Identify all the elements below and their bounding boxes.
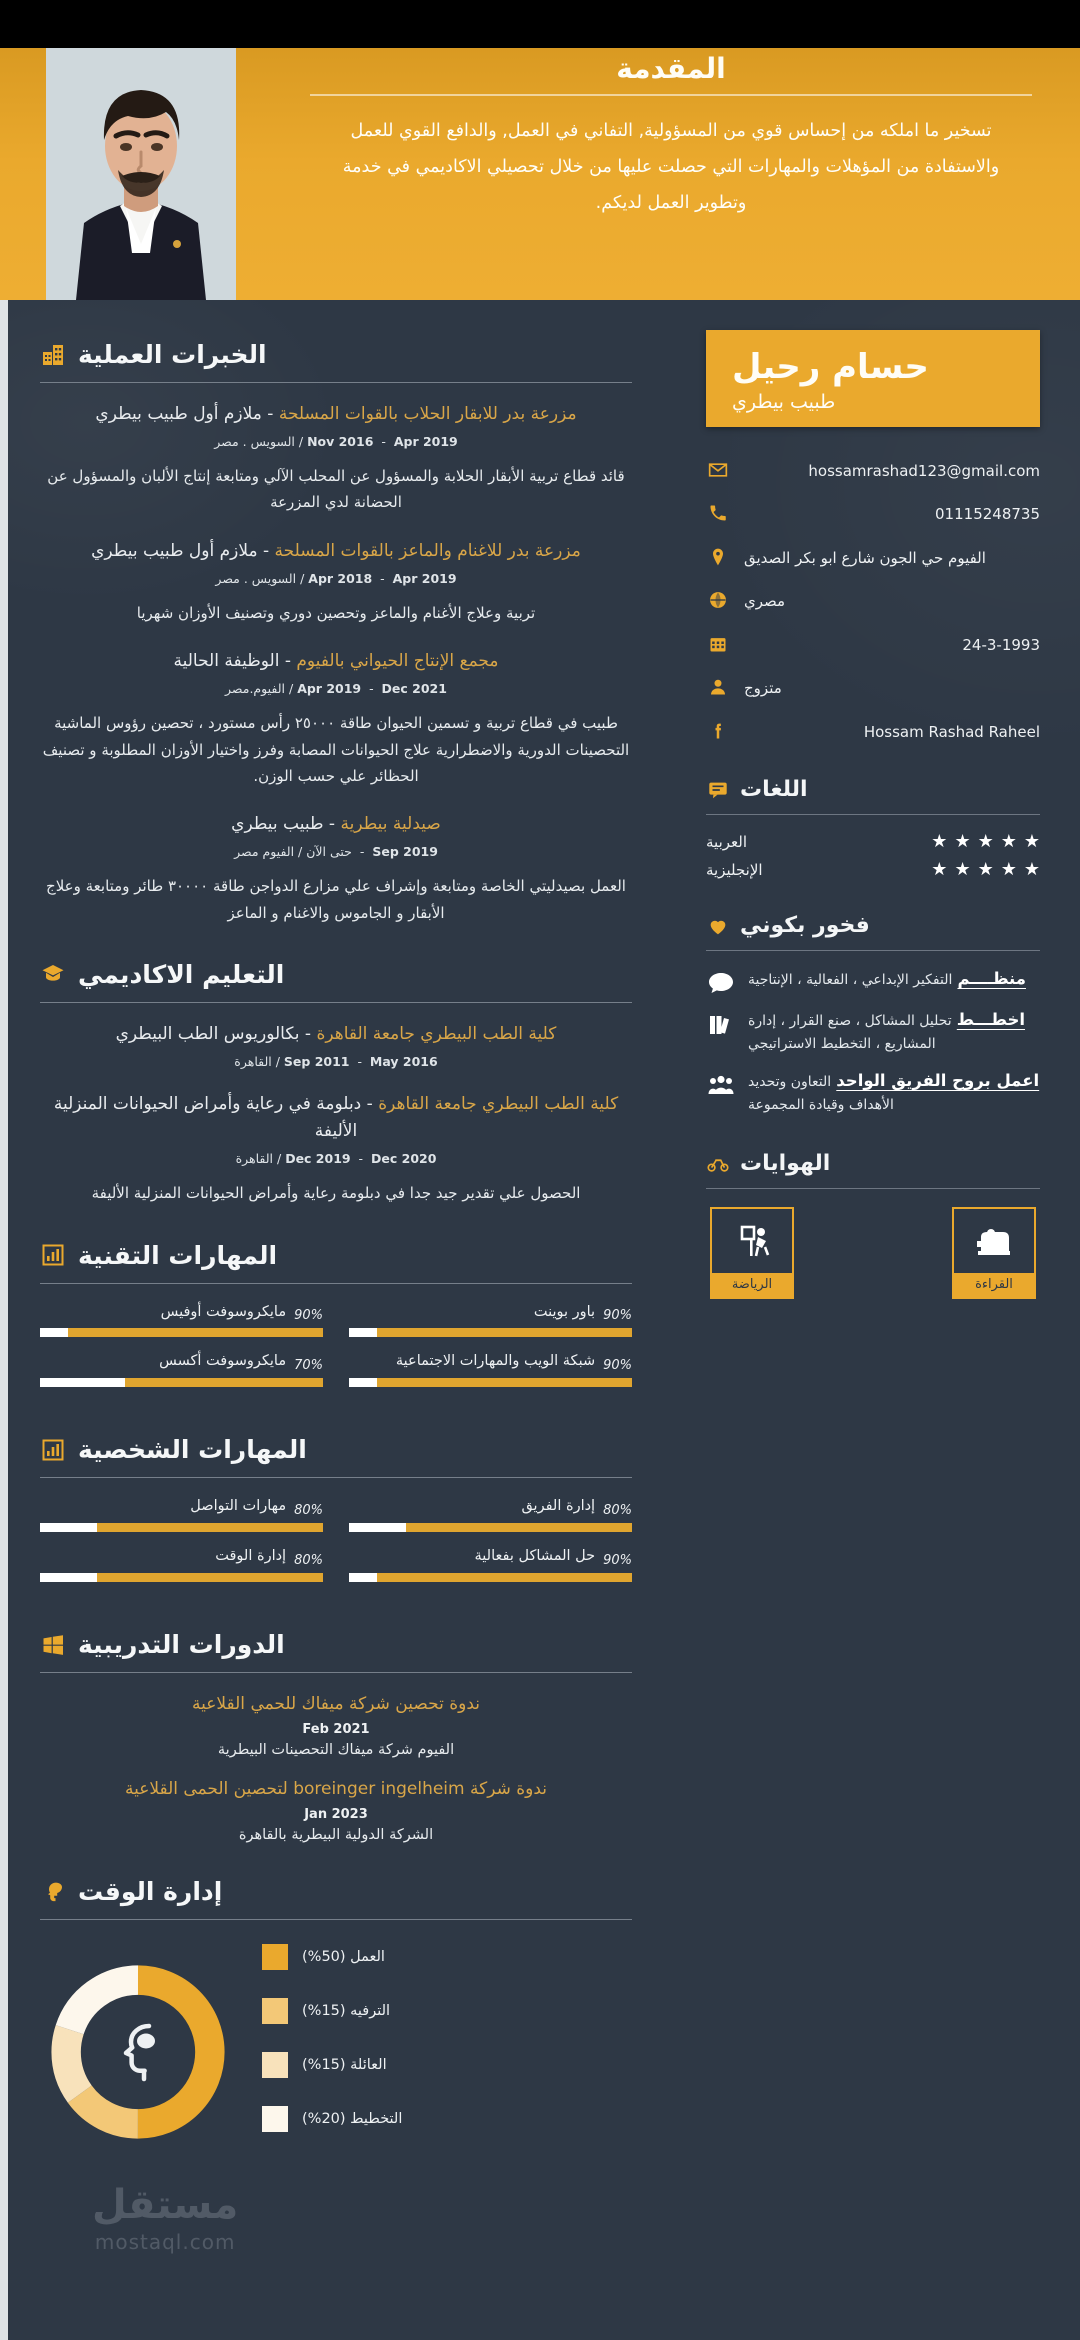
contact-birthdate-value: 24-3-1993 xyxy=(962,635,1040,654)
skill-top xyxy=(349,1351,632,1373)
intro-text: تسخير ما املكه من إحساس قوي من المسؤولية, التفاني في العمل, والدافع القوي للعمل والاستفادة من المؤهلات والمهارات التي حصلت عليها من خلال تحصيلي الاكاديمي في خدمة وتطوير العمل لديكم. xyxy=(342,121,1000,213)
contact-facebook[interactable] xyxy=(706,720,1040,744)
skill-name: إدارة الفريق xyxy=(521,1498,596,1515)
proud-item xyxy=(706,1071,1040,1116)
star-icon: ★ xyxy=(954,831,971,852)
experience-desc: العمل بصيدليتي الخاصة ومتابعة وإشراف علي مزارع الدواجن طاقة ٣٠٠٠٠ طائر ومتابعة وعلاج الأبقار و الجاموس والاغنام و الماعز xyxy=(46,877,626,922)
skill-top xyxy=(40,1302,323,1324)
person-icon xyxy=(706,676,730,698)
proud-item-desc: التعاون وتحديد الأهداف وقيادة المجموعة xyxy=(748,1074,894,1114)
proud-item xyxy=(706,1010,1040,1055)
experience-headline xyxy=(40,811,632,838)
chart-icon xyxy=(40,1437,66,1463)
brain-icon xyxy=(40,1879,66,1905)
course-date: Feb 2021 xyxy=(302,1721,370,1737)
experience-separator: - xyxy=(323,814,336,835)
proud-body xyxy=(748,1071,1040,1116)
skill-bar xyxy=(349,1328,632,1337)
education-date-to: Dec 2020 xyxy=(371,1151,437,1167)
skill-percent: 90% xyxy=(294,1308,323,1324)
legend-label: العمل (50%) xyxy=(302,1949,385,1966)
chart-icon xyxy=(40,1242,66,1268)
bicycle-icon xyxy=(706,1151,730,1175)
contact-email[interactable] xyxy=(706,459,1040,483)
date-separator: - xyxy=(377,434,394,450)
skill-top xyxy=(349,1546,632,1568)
experience-date-to: Apr 2019 xyxy=(392,570,457,586)
experience-desc: طبيب في قطاع تربية و تسمين الحيوان طاقة ٢٥٠٠٠ رأس مستورد ، تحصين رؤوس الماشية التحصينات الدورية والاضطرارية علاج الحيوانات المصابة وفرز واختيار الأوزان المطلوبة و تصنيف الحظائر علي حسب الوزن. xyxy=(42,714,630,785)
hobbies-header xyxy=(706,1151,1040,1176)
experience-role: الوظيفة الحالية xyxy=(173,651,280,672)
windows-icon xyxy=(40,1631,66,1657)
personal-skills-right-col xyxy=(40,1496,323,1596)
hobby-sports[interactable] xyxy=(710,1207,794,1299)
intro-title: المقدمة xyxy=(616,52,726,82)
experience-location: الفيوم مصر xyxy=(234,844,295,860)
course-item xyxy=(40,1691,632,1758)
technical-skills-left-col xyxy=(349,1302,632,1402)
languages-divider xyxy=(706,814,1040,815)
languages-header xyxy=(706,777,1040,802)
profile-name: حسام رحيل xyxy=(732,347,929,387)
chat-icon xyxy=(706,778,730,802)
globe-icon xyxy=(706,589,730,611)
experience-headline xyxy=(40,648,632,675)
education-header xyxy=(40,960,632,989)
star-icon: ★ xyxy=(1023,831,1040,852)
proud-item-title: اعمل بروح الفريق الواحد xyxy=(836,1071,1040,1091)
skill-bar xyxy=(349,1378,632,1387)
skill-item xyxy=(349,1496,632,1532)
education-title: التعليم الاكاديمي xyxy=(78,959,285,989)
books-icon xyxy=(706,1010,736,1055)
experience-date-to: حتى الآن xyxy=(306,844,352,860)
date-separator: - xyxy=(353,1053,370,1069)
proud-item-title: منظــــم xyxy=(957,969,1026,988)
experience-meta xyxy=(40,844,632,859)
meta-separator: / xyxy=(294,844,303,860)
time-management-title: إدارة الوقت xyxy=(78,1877,223,1907)
skill-bar xyxy=(40,1328,323,1337)
hobbies-section xyxy=(706,1151,1040,1299)
course-title: ندوة تحصين شركة ميفاك للحمي القلاعية xyxy=(192,1693,480,1714)
course-date: Jan 2023 xyxy=(304,1807,368,1823)
languages-section xyxy=(706,777,1040,879)
date-separator: - xyxy=(376,570,393,586)
experience-location: السويس . مصر xyxy=(214,434,295,450)
experience-date-from: Sep 2019 xyxy=(372,844,438,860)
meta-separator: / xyxy=(273,1151,282,1167)
education-separator: - xyxy=(299,1023,312,1044)
sidebar xyxy=(680,300,1080,1299)
legend-item-family xyxy=(262,2052,624,2078)
courses-header xyxy=(40,1630,632,1659)
skill-item xyxy=(40,1302,323,1338)
contact-address-value: الفيوم حي الجون شارع ابو بكر الصديق xyxy=(744,548,986,567)
language-name: الإنجليزية xyxy=(706,861,763,879)
education-headline xyxy=(40,1091,632,1145)
profile-job-title: طبيب بيطري xyxy=(732,390,836,413)
skill-top xyxy=(40,1351,323,1373)
skill-bar xyxy=(40,1523,323,1532)
education-location: القاهرة xyxy=(235,1151,274,1167)
skill-name: مايكروسوفت أوفيس xyxy=(160,1303,287,1320)
skill-bar xyxy=(349,1523,632,1532)
experience-role: طبيب بيطري xyxy=(231,814,324,835)
hobbies-grid xyxy=(706,1207,1040,1299)
skill-bar xyxy=(40,1573,323,1582)
education-date-from: Sep 2011 xyxy=(283,1053,350,1069)
star-icon: ★ xyxy=(931,831,948,852)
star-icon: ★ xyxy=(1000,859,1017,880)
legend-item-work xyxy=(262,1944,624,1970)
experience-org: مجمع الإنتاج الحيواني بالفيوم xyxy=(296,651,499,672)
star-icon: ★ xyxy=(977,831,994,852)
experience-headline xyxy=(40,538,632,565)
skill-name: إدارة الوقت xyxy=(215,1547,287,1564)
star-icon: ★ xyxy=(977,859,994,880)
skill-bar xyxy=(40,1378,323,1387)
personal-skills-header xyxy=(40,1435,632,1464)
experience-date-from: Apr 2019 xyxy=(297,681,362,697)
course-org: الشركة الدولية البيطرية بالقاهرة xyxy=(238,1827,434,1844)
experience-location: السويس . مصر xyxy=(215,570,297,586)
skill-name: حل المشاكل بفعالية xyxy=(474,1547,596,1564)
education-role: بكالوريوس الطب البيطري xyxy=(115,1023,300,1044)
proud-header xyxy=(706,913,1040,938)
experience-meta xyxy=(40,434,632,449)
watermark-latin: mostaql.com xyxy=(94,2230,236,2254)
email-icon xyxy=(706,459,730,481)
date-separator: - xyxy=(354,1151,372,1167)
experience-role: ملازم أول طبيب بيطري xyxy=(91,540,258,561)
intro-divider xyxy=(310,94,1032,96)
education-date-from: Dec 2019 xyxy=(285,1151,351,1167)
languages-title: اللغات xyxy=(740,777,808,802)
experience-org: مزرعة بدر للابقار الحلاب بالقوات المسلحة xyxy=(278,404,577,424)
education-separator: - xyxy=(361,1093,373,1114)
legend-item-leisure xyxy=(262,1998,624,2024)
proud-item-desc: تحليل المشاكل ، صنع القرار ، إدارة المشاريع ، التخطيط الاستراتيجي xyxy=(748,1013,952,1052)
experience-item xyxy=(40,648,632,789)
contact-email-value: hossamrashad123@gmail.com xyxy=(808,461,1040,480)
courses-title: الدورات التدريبية xyxy=(78,1629,285,1659)
language-name: العربية xyxy=(706,833,747,851)
experience-header xyxy=(40,340,632,369)
language-item xyxy=(706,861,1040,879)
watermark-arabic: مستقل xyxy=(92,2182,239,2228)
donut-chart xyxy=(40,1954,236,2150)
date-separator: - xyxy=(351,844,369,860)
skill-percent: 70% xyxy=(294,1358,323,1374)
star-icon: ★ xyxy=(931,859,948,880)
course-org: الفيوم شركة ميفاك التحصينات البيطرية xyxy=(217,1741,455,1758)
experience-separator: - xyxy=(257,540,270,561)
language-rating xyxy=(931,861,1040,879)
skill-bar xyxy=(349,1573,632,1582)
personal-skills-left-col xyxy=(349,1496,632,1596)
proud-item-desc: التفكير الإبداعي ، الفعالية ، الإنتاجية xyxy=(748,972,953,988)
star-icon: ★ xyxy=(1000,831,1017,852)
date-separator: - xyxy=(365,681,382,697)
experience-date-to: Dec 2021 xyxy=(381,681,447,697)
proud-title: فخور بكوني xyxy=(740,913,870,938)
skill-name: باور بوينت xyxy=(533,1303,596,1320)
technical-skills-right-col xyxy=(40,1302,323,1402)
hobbies-divider xyxy=(706,1188,1040,1189)
graduation-cap-icon xyxy=(40,961,66,987)
education-section xyxy=(40,960,632,1207)
building-icon xyxy=(40,342,66,368)
experience-meta xyxy=(40,571,632,586)
legend-label: العائلة (15%) xyxy=(302,2057,387,2074)
experience-headline xyxy=(40,401,632,428)
star-icon: ★ xyxy=(1023,859,1040,880)
skill-top xyxy=(40,1496,323,1518)
education-meta xyxy=(40,1151,632,1166)
experience-meta xyxy=(40,681,632,696)
course-item xyxy=(40,1776,632,1843)
language-item xyxy=(706,833,1040,851)
legend-label: الترفيه (15%) xyxy=(302,2003,391,2020)
experience-desc: قائد قطاع تربية الأبقار الحلابة والمسؤول عن المحلب الآلي ومتابعة إنتاج الألبان والمسؤول عن الحضانة لدي المزرعة xyxy=(47,467,625,512)
education-org: كلية الطب البيطري جامعة القاهرة xyxy=(316,1023,557,1044)
personal-skills-divider xyxy=(40,1477,632,1478)
experience-divider xyxy=(40,382,632,383)
proud-item xyxy=(706,969,1040,994)
proud-item-title: اخطـــط xyxy=(956,1010,1026,1029)
experience-desc: تربية وعلاج الأغنام والماعز وتحصين دوري وتصنيف الأوزان شهريا xyxy=(136,603,536,622)
legend-swatch xyxy=(262,2106,288,2132)
contact-phone-value: 01115248735 xyxy=(935,505,1040,523)
language-rating xyxy=(931,833,1040,851)
location-icon xyxy=(706,546,730,568)
skill-top xyxy=(40,1546,323,1568)
team-icon xyxy=(706,1071,736,1116)
watermark xyxy=(92,2182,238,2254)
skill-item xyxy=(40,1351,323,1387)
skill-percent: 90% xyxy=(603,1308,632,1324)
sports-icon xyxy=(712,1209,792,1273)
contact-facebook-value: Hossam Rashad Raheel xyxy=(863,722,1040,741)
facebook-icon xyxy=(706,720,730,742)
contact-nationality xyxy=(706,589,1040,613)
experience-separator: - xyxy=(261,404,274,424)
education-meta xyxy=(40,1054,632,1069)
contact-marital-status xyxy=(706,676,1040,700)
speech-bubble-icon xyxy=(706,969,736,994)
contact-address xyxy=(706,546,1040,570)
brain-center-icon xyxy=(40,1954,236,2150)
phone-icon xyxy=(706,502,730,524)
hobby-reading[interactable] xyxy=(952,1207,1036,1299)
hobby-label: القراءة xyxy=(954,1273,1034,1297)
name-card xyxy=(706,330,1040,427)
proud-body xyxy=(748,969,1040,994)
heart-icon xyxy=(706,914,730,938)
top-black-strip xyxy=(0,0,1080,48)
education-role: دبلومة في رعاية وأمراض الحيوانات المنزلية الأليفة xyxy=(53,1093,362,1142)
proud-body xyxy=(748,1010,1040,1055)
personal-skills-title: المهارات الشخصية xyxy=(78,1435,307,1465)
experience-item xyxy=(40,538,632,626)
experience-org: مزرعة بدر للاغنام والماعز بالقوات المسلحة xyxy=(274,540,581,561)
reading-icon xyxy=(954,1209,1034,1273)
skill-item xyxy=(40,1546,323,1582)
meta-separator: / xyxy=(296,570,305,586)
experience-org: صيدلية بيطرية xyxy=(340,814,441,835)
legend-label: التخطيط (20%) xyxy=(302,2111,403,2128)
star-icon: ★ xyxy=(954,859,971,880)
skill-percent: 80% xyxy=(294,1502,323,1518)
proud-divider xyxy=(706,950,1040,951)
experience-location: الفيوم.مصر xyxy=(225,681,286,697)
contact-nationality-value: مصري xyxy=(744,592,786,610)
legend-swatch xyxy=(262,1998,288,2024)
legend-swatch xyxy=(262,1944,288,1970)
hobby-label: الرياضة xyxy=(712,1273,792,1297)
course-title: ندوة شركة boreinger ingelheim لتحصين الحمى القلاعية xyxy=(124,1778,548,1799)
education-location: القاهرة xyxy=(234,1053,272,1069)
legend-swatch xyxy=(262,2052,288,2078)
skill-top xyxy=(349,1302,632,1324)
contact-phone[interactable] xyxy=(706,502,1040,526)
skill-percent: 90% xyxy=(603,1552,632,1568)
education-headline xyxy=(40,1021,632,1048)
technical-skills-divider xyxy=(40,1283,632,1284)
time-management-divider xyxy=(40,1919,632,1920)
experience-title: الخبرات العملية xyxy=(78,340,267,369)
education-divider xyxy=(40,1002,632,1003)
personal-skills-section xyxy=(40,1435,632,1596)
contact-marital-value: متزوج xyxy=(744,679,782,697)
courses-divider xyxy=(40,1672,632,1673)
time-management-section xyxy=(40,1877,632,2160)
skill-item xyxy=(349,1546,632,1582)
skill-name: شبكة الويب والمهارات الاجتماعية xyxy=(395,1353,596,1370)
personal-skills-grid xyxy=(40,1496,632,1596)
education-desc: الحصول علي تقدير جيد جدا في دبلومة رعاية وأمراض الحيوانات المنزلية الأليفة xyxy=(91,1184,581,1203)
skill-item xyxy=(349,1351,632,1387)
meta-separator: / xyxy=(294,434,304,450)
legend-item-planning xyxy=(262,2106,624,2132)
experience-item xyxy=(40,401,632,516)
education-item xyxy=(40,1021,632,1069)
proud-section xyxy=(706,913,1040,1117)
skill-name: مهارات التواصل xyxy=(190,1498,287,1515)
technical-skills-grid xyxy=(40,1302,632,1402)
experience-separator: - xyxy=(279,651,291,672)
skill-item xyxy=(40,1496,323,1532)
experience-date-from: Apr 2018 xyxy=(308,570,373,586)
education-date-to: May 2016 xyxy=(369,1053,438,1069)
education-org: كلية الطب البيطري جامعة القاهرة xyxy=(378,1093,619,1114)
skill-percent: 90% xyxy=(603,1358,632,1374)
experience-section xyxy=(40,340,632,926)
main-column xyxy=(0,300,680,2194)
education-item xyxy=(40,1091,632,1207)
meta-separator: / xyxy=(285,681,294,697)
meta-separator: / xyxy=(271,1053,280,1069)
experience-date-to: Apr 2019 xyxy=(393,434,458,450)
technical-skills-section xyxy=(40,1241,632,1402)
experience-date-from: Nov 2016 xyxy=(307,434,374,450)
skill-percent: 80% xyxy=(294,1552,323,1568)
courses-section xyxy=(40,1630,632,1844)
experience-item xyxy=(40,811,632,926)
donut-legend xyxy=(262,1944,632,2160)
skill-item xyxy=(349,1302,632,1338)
time-management-header xyxy=(40,1877,632,1906)
calendar-icon xyxy=(706,633,730,655)
skill-top xyxy=(349,1496,632,1518)
contact-birthdate xyxy=(706,633,1040,657)
hobbies-title: الهوايات xyxy=(740,1150,831,1176)
time-management-chart xyxy=(40,1938,632,2160)
intro-inner xyxy=(270,48,1080,300)
profile-photo xyxy=(46,48,236,300)
skill-percent: 80% xyxy=(603,1502,632,1518)
skill-name: مايكروسوفت أكسس xyxy=(159,1353,287,1370)
contact-list xyxy=(706,459,1040,744)
technical-skills-title: المهارات التقنية xyxy=(78,1240,278,1270)
experience-role: ملازم أول طبيب بيطري xyxy=(95,404,262,424)
technical-skills-header xyxy=(40,1241,632,1270)
